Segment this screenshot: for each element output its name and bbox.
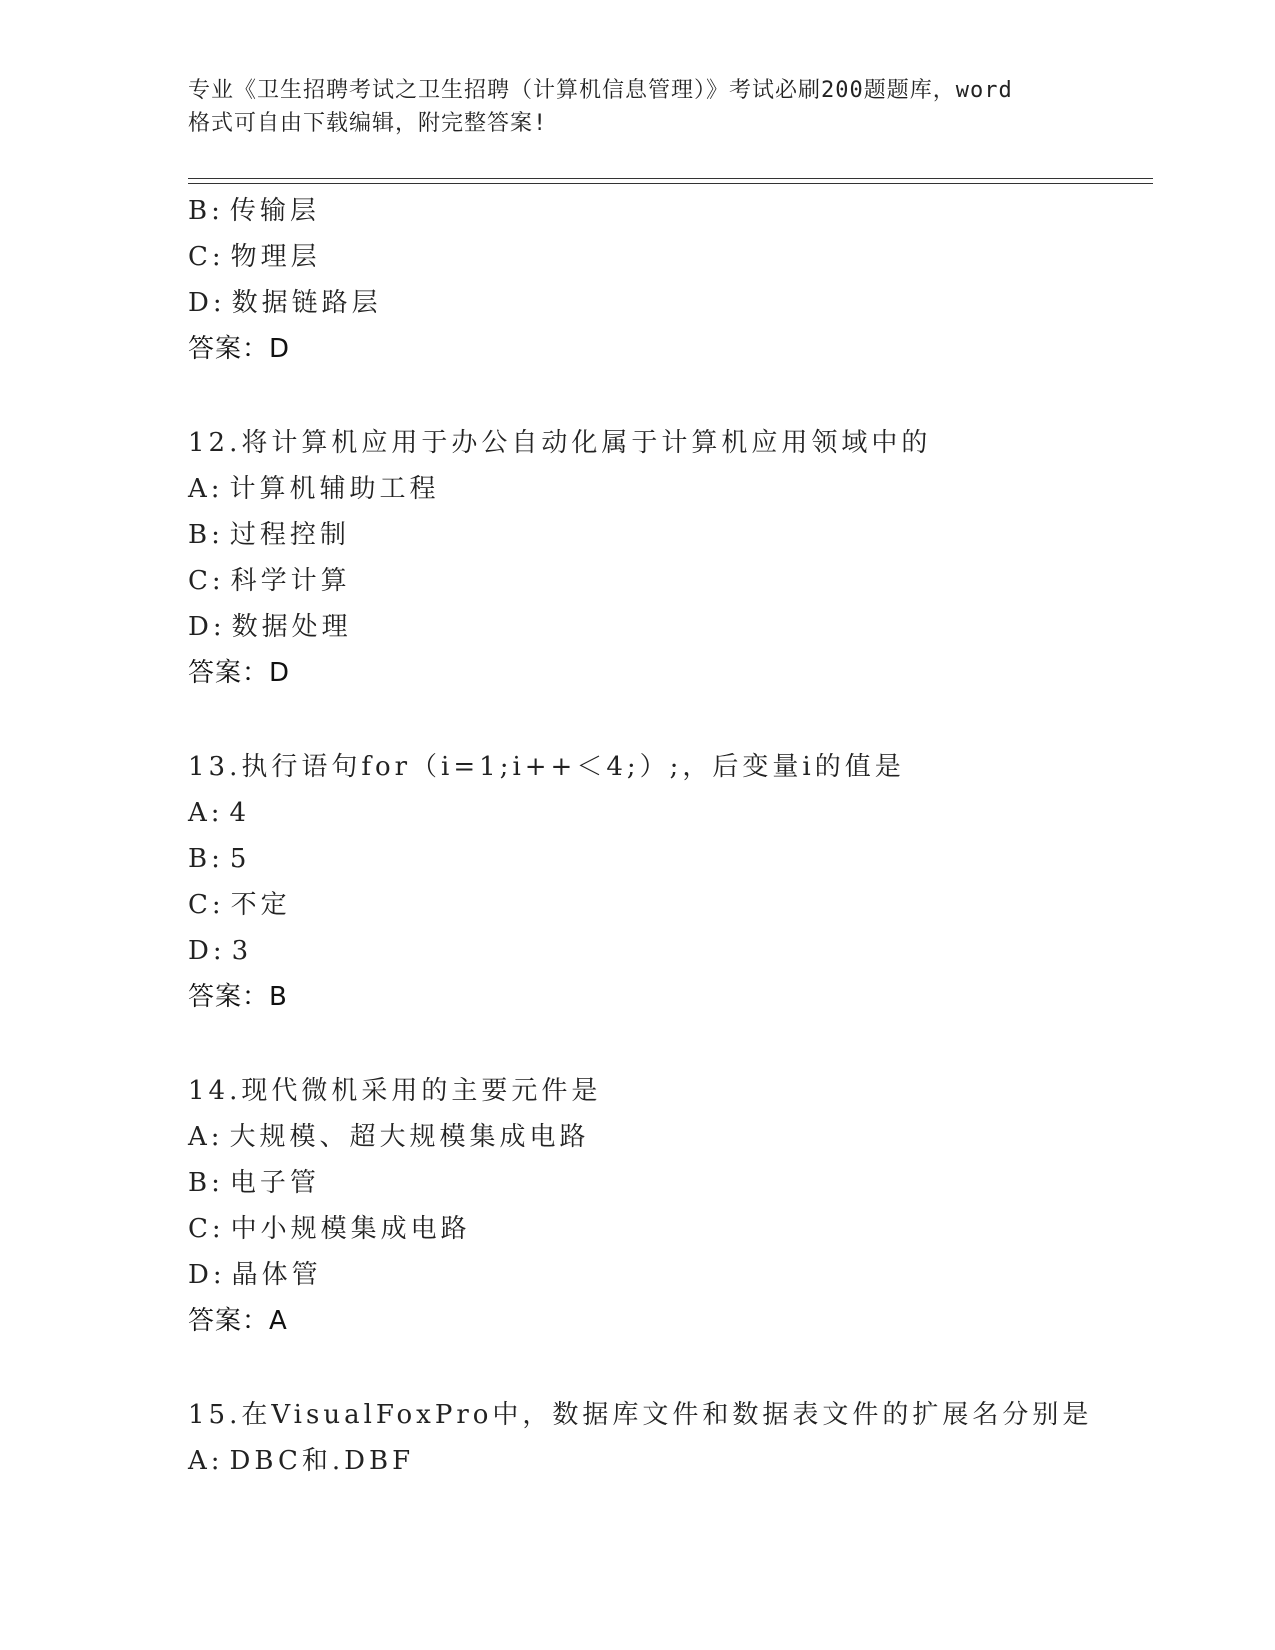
- option-c: [188, 882, 1148, 928]
- document-header: [188, 74, 1088, 140]
- option-label: D:: [188, 612, 226, 642]
- option-a: [188, 1114, 1148, 1160]
- option-b: [188, 1160, 1148, 1206]
- answer-line: 答案：D: [188, 334, 291, 364]
- option-text: 中小规模集成电路: [230, 1214, 471, 1244]
- option-label: A:: [188, 1446, 224, 1476]
- question-stem: 15.在VisualFoxPro中，数据库文件和数据表文件的扩展名分别是: [188, 1400, 1093, 1430]
- option-c: [188, 558, 1148, 604]
- option-d: [188, 280, 1148, 326]
- option-label: A:: [188, 474, 224, 504]
- question-stem: 14.现代微机采用的主要元件是: [188, 1076, 602, 1106]
- option-label: A:: [188, 798, 224, 828]
- option-c: [188, 234, 1148, 280]
- question-partial: [188, 188, 1148, 372]
- option-text: 传输层: [229, 196, 320, 226]
- option-text: 5: [229, 844, 251, 874]
- option-label: C:: [188, 566, 225, 596]
- option-text: DBC和.DBF: [229, 1446, 415, 1476]
- option-text: 科学计算: [230, 566, 351, 596]
- option-text: 3: [231, 936, 253, 966]
- header-title-line-2: 格式可自由下载编辑，附完整答案!: [188, 111, 548, 136]
- answer-line: 答案：D: [188, 658, 291, 688]
- option-a: [188, 790, 1148, 836]
- option-b: [188, 836, 1148, 882]
- option-a: [188, 1438, 1148, 1484]
- option-d: [188, 1252, 1148, 1298]
- option-text: 计算机辅助工程: [229, 474, 440, 504]
- question-12: [188, 420, 1148, 696]
- option-text: 电子管: [229, 1168, 320, 1198]
- option-label: A:: [188, 1122, 224, 1152]
- option-label: B:: [188, 196, 224, 226]
- option-text: 物理层: [230, 242, 321, 272]
- header-divider-top: [188, 178, 1153, 179]
- option-b: [188, 512, 1148, 558]
- question-13: [188, 744, 1148, 1020]
- option-text: 大规模、超大规模集成电路: [229, 1122, 590, 1152]
- option-d: [188, 928, 1148, 974]
- header-divider-bottom: [188, 183, 1153, 184]
- option-label: C:: [188, 242, 225, 272]
- question-list: [188, 188, 1148, 1532]
- option-label: D:: [188, 1260, 226, 1290]
- question-stem: 12.将计算机应用于办公自动化属于计算机应用领域中的: [188, 428, 932, 458]
- answer-line: 答案：A: [188, 1306, 288, 1336]
- option-text: 不定: [230, 890, 291, 920]
- question-14: [188, 1068, 1148, 1344]
- option-c: [188, 1206, 1148, 1252]
- option-text: 数据处理: [231, 612, 352, 642]
- option-text: 过程控制: [229, 520, 350, 550]
- option-label: B:: [188, 1168, 224, 1198]
- option-label: D:: [188, 288, 226, 318]
- option-label: B:: [188, 520, 224, 550]
- header-title-line-1: 专业《卫生招聘考试之卫生招聘（计算机信息管理）》考试必刷200题题库，word: [188, 78, 1013, 103]
- option-label: B:: [188, 844, 224, 874]
- option-d: [188, 604, 1148, 650]
- option-a: [188, 466, 1148, 512]
- question-stem: 13.执行语句for（i=1;i++＜4;）;，后变量i的值是: [188, 752, 905, 782]
- option-label: C:: [188, 890, 225, 920]
- question-15: [188, 1392, 1148, 1484]
- answer-line: 答案：B: [188, 982, 288, 1012]
- option-text: 数据链路层: [231, 288, 382, 318]
- option-text: 4: [229, 798, 251, 828]
- option-label: D:: [188, 936, 226, 966]
- option-b: [188, 188, 1148, 234]
- option-text: 晶体管: [231, 1260, 322, 1290]
- option-label: C:: [188, 1214, 225, 1244]
